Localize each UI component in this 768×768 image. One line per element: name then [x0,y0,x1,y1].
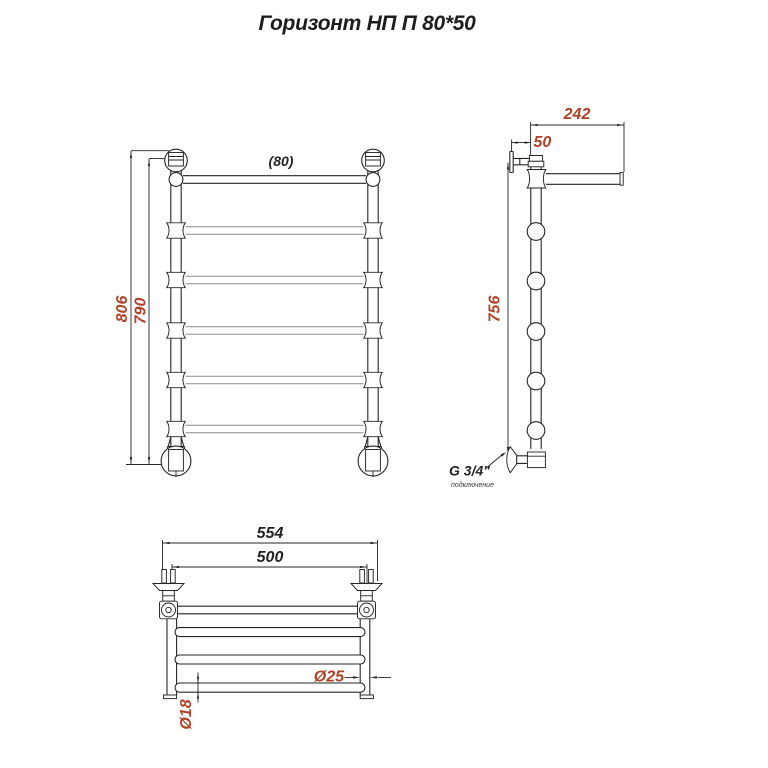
side-bottom-fitting [507,447,546,473]
front-bottom-cap-right [358,437,388,477]
side-rung-bumps [527,223,545,440]
front-view [114,149,388,477]
dim-790-label: 790 [132,297,150,325]
side-rail [531,156,541,449]
front-top-cap-right [362,149,385,172]
dim-dia25-label: Ø25 [313,668,344,686]
plan-valve-right [358,601,376,619]
dimension-790 [133,159,173,464]
dimension-dia18 [178,673,199,730]
dim-dia18-label: Ø18 [178,699,195,730]
dimension-756 [487,163,510,455]
dimension-50 [512,134,552,151]
plan-wall-pins [162,570,373,584]
front-right-rail [368,166,378,447]
dimension-500 [172,549,367,599]
top-view [153,525,391,730]
dim-806-label: 806 [114,295,131,323]
plan-valve-left [160,601,178,619]
side-shelf-arm [546,173,623,186]
dim-50-label: 50 [533,134,552,151]
front-rungs [186,227,364,433]
plan-escutcheon-left [153,584,184,591]
drawing-title: Горизонт НП П 80*50 [258,12,476,35]
dim-554-label: 554 [256,525,284,542]
front-rail-collars [167,223,383,437]
dim-756-label: 756 [486,295,504,323]
plan-top-tube [178,606,358,614]
front-top-rung-joint-right [366,173,380,187]
dim-242-label: 242 [563,106,591,123]
thread-label: G 3/4" [449,462,490,479]
plan-valve-stems [163,591,373,602]
plan-collector-left-end [163,695,176,699]
front-top-rung [183,176,366,184]
front-top-rung-joint-left [169,173,183,187]
side-top-cap [528,156,544,167]
dim-80-label: (80) [268,153,294,169]
plan-escutcheon-right [351,584,382,591]
front-bottom-cap-left [161,437,191,477]
dim-500-label: 500 [256,549,284,566]
plan-collector-right-end [360,695,373,699]
front-left-rail [171,166,181,447]
thread-callout [449,452,506,489]
front-top-cap-left [165,149,188,172]
side-shelf-spool [527,170,546,189]
side-view [449,106,624,489]
thread-note: подключение [451,482,494,489]
